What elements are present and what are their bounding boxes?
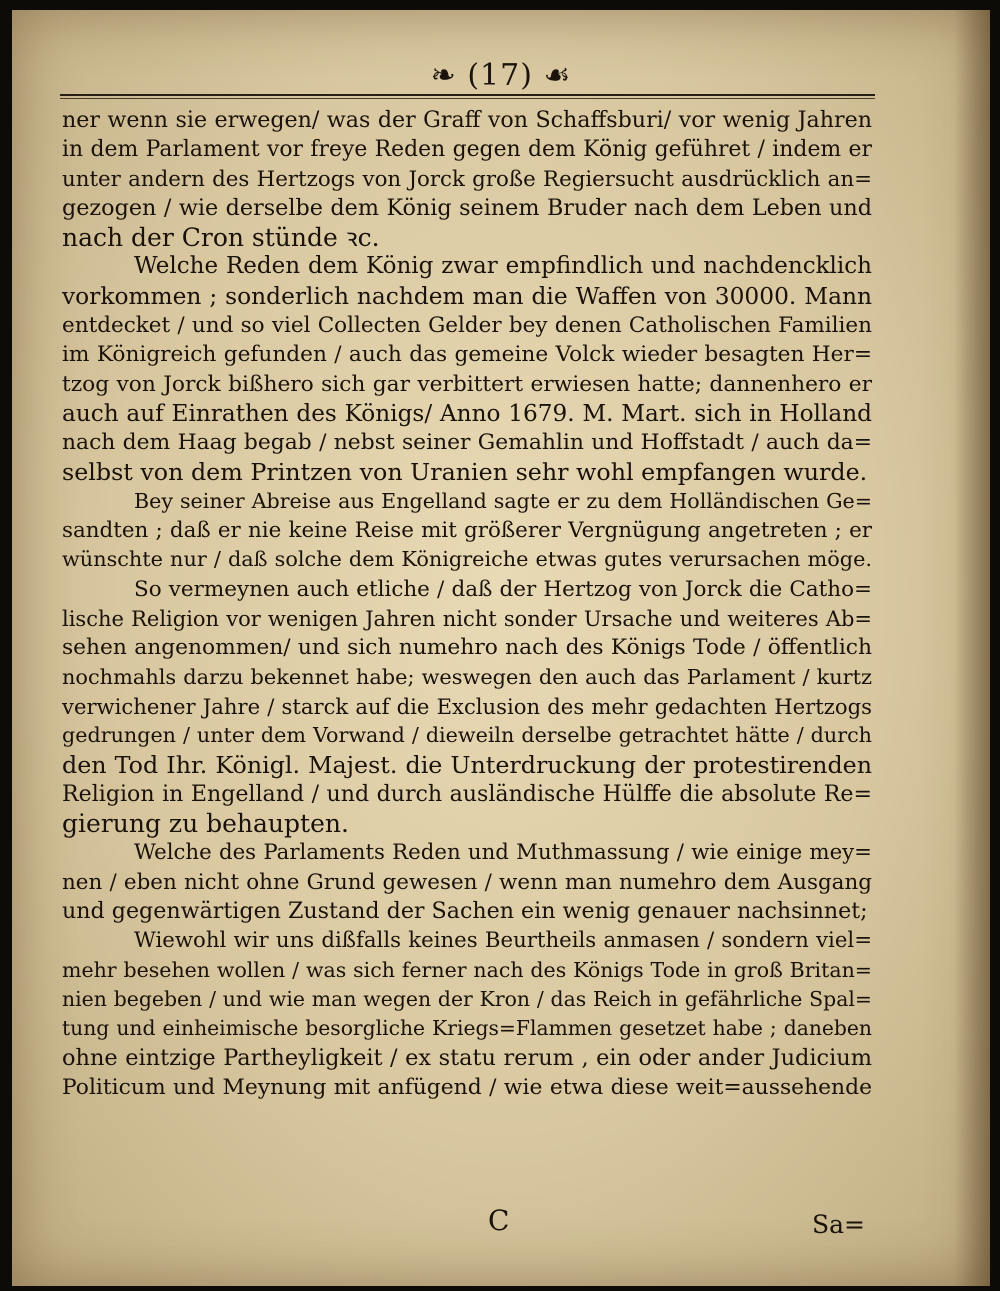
text-line: selbst von dem Printzen von Uranien sehr wohl empfangen wurde. [62, 457, 868, 486]
text-line: nochmahls darzu bekennet habe; weswegen den auch das Parlament / kurtz [62, 664, 872, 689]
text-line: nien begeben / und wie man wegen der Kron / das Reich in gefährliche Spal= [62, 986, 872, 1011]
text-line: tzog von Jorck bißhero sich gar verbittert erwiesen hatte; dannenhero er [62, 371, 872, 397]
text-line: im Königreich gefunden / auch das gemeine Volck wieder besagten Her= [62, 342, 872, 368]
text-line: ohne eintzige Partheyligkeit / ex statu rerum , ein oder ander Judicium [62, 1044, 872, 1071]
text-line: Religion in Engelland / und durch ausländische Hülffe die absolute Re= [62, 780, 872, 807]
header-rule [60, 94, 875, 96]
text-line: gedrungen / unter dem Vorwand / dieweiln derselbe getrachtet hätte / durch [62, 723, 872, 748]
text-line: Welche Reden dem König zwar empfindlich und nachdencklich [134, 253, 872, 280]
text-line: So vermeynen auch etliche / daß der Hertzog von Jorck die Catho= [134, 576, 872, 602]
text-line: verwichener Jahre / starck auf die Exclusion des mehr gedachten Hertzogs [62, 693, 872, 719]
page-header [12, 58, 990, 93]
text-line: Bey seiner Abreise aus Engelland sagte er zu dem Holländischen Ge= [134, 488, 872, 513]
text-line: auch auf Einrathen des Königs/ Anno 1679. M. Mart. sich in Holland [62, 399, 872, 427]
text-line: gezogen / wie derselbe dem König seinem Bruder nach dem Leben und [62, 194, 872, 221]
signature-mark: C [488, 1204, 510, 1237]
text-line: Politicum und Meynung mit anfügend / wie etwa diese weit=aussehende [62, 1074, 872, 1100]
text-line: ner wenn sie erwegen/ was der Graff von Schaffsburi/ vor wenig Jahren [62, 107, 872, 133]
text-line: sandten ; daß er nie keine Reise mit größerer Vergnügung angetreten ; er [62, 518, 872, 544]
body-text [62, 106, 872, 1102]
text-line: entdecket / und so viel Collecten Gelder bey denen Catholischen Familien [62, 313, 872, 339]
page-spine-shadow [954, 10, 990, 1286]
catchword: Sa= [812, 1210, 865, 1239]
text-line: in dem Parlament vor freye Reden gegen dem König geführet / indem er [62, 137, 872, 163]
text-line: mehr besehen wollen / was sich ferner nach des Königs Tode in groß Britan= [62, 957, 872, 982]
text-line: den Tod Ihr. Königl. Majest. die Unterdruckung der protestirenden [62, 750, 872, 779]
book-page [12, 10, 990, 1286]
text-line: tung und einheimische besorgliche Kriegs=Flammen gesetzet habe ; daneben [62, 1016, 872, 1041]
text-line: nach der Cron stünde ꝛc. [62, 223, 380, 253]
text-line: sehen angenommen/ und sich numehro nach des Königs Tode / öffentlich [62, 635, 872, 661]
text-line: vorkommen ; sonderlich nachdem man die Waffen von 30000. Mann [62, 282, 872, 310]
header-ornament-left: ❧ [430, 58, 457, 93]
header-ornament-right: ☙ [543, 58, 572, 93]
text-line: unter andern des Hertzogs von Jorck große Regiersucht ausdrücklich an= [62, 166, 872, 192]
text-line: lische Religion vor wenigen Jahren nicht sonder Ursache und weiteres Ab= [62, 606, 872, 632]
header-rule-thin [60, 98, 875, 99]
text-line: Welche des Parlaments Reden und Muthmassung / wie einige mey= [134, 840, 872, 866]
text-line: gierung zu behaupten. [62, 809, 349, 839]
text-line: wünschte nur / daß solche dem Königreiche etwas gutes verursachen möge. [62, 547, 872, 572]
text-line: nen / eben nicht ohne Grund gewesen / wenn man numehro dem Ausgang [62, 869, 872, 895]
text-line: Wiewohl wir uns dißfalls keines Beurtheils anmasen / sondern viel= [134, 928, 872, 954]
page-number: (17) [467, 58, 533, 93]
text-line: und gegenwärtigen Zustand der Sachen ein wenig genauer nachsinnet; [62, 898, 868, 925]
text-line: nach dem Haag begab / nebst seiner Gemahlin und Hoffstadt / auch da= [62, 430, 872, 456]
